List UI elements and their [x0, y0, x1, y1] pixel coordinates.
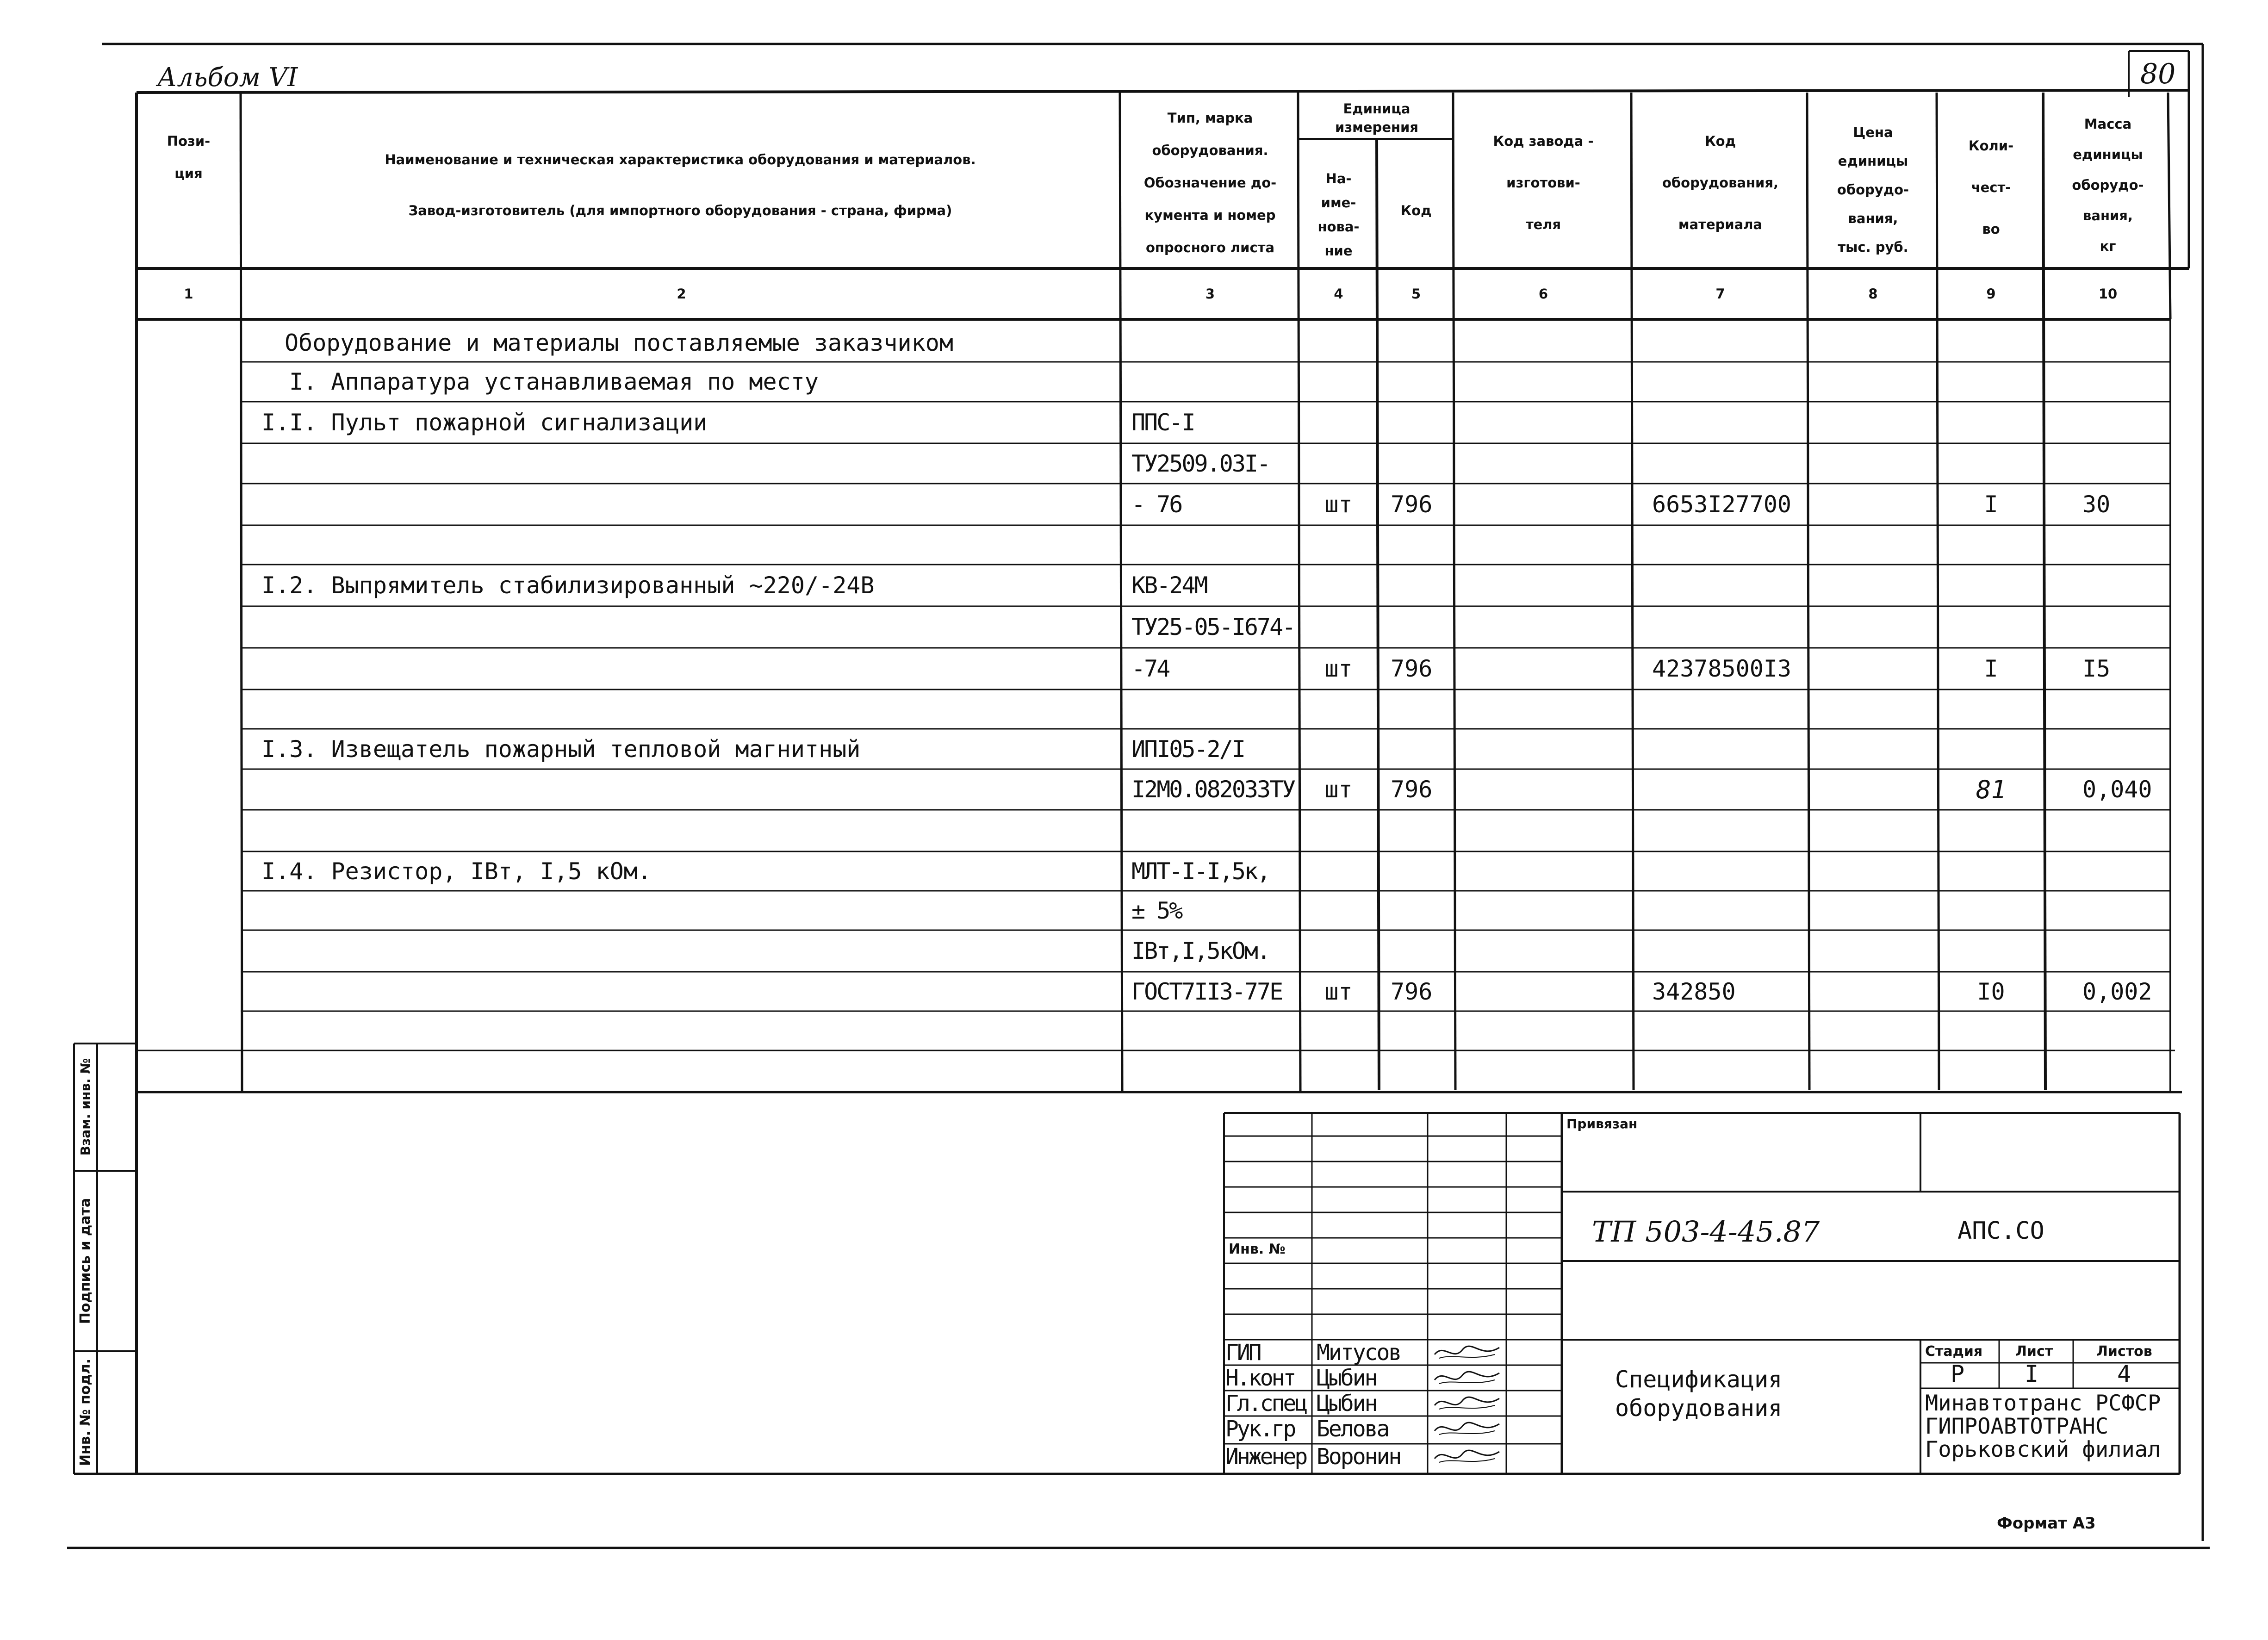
stamp-role-2: Гл.спец	[1225, 1391, 1306, 1416]
row-7-mass	[2045, 606, 2168, 648]
row-2-mass	[2045, 402, 2168, 443]
row-15-type: IВт,I,5кОм.	[1131, 938, 1270, 964]
row-17-unit	[1300, 1011, 1377, 1050]
row-13-mass	[2045, 851, 2168, 891]
row-3-type: ТУ2509.03I-	[1131, 450, 1270, 477]
row-6-equip-code	[1634, 565, 1807, 606]
row-0-type	[1122, 324, 1298, 362]
row-10-qty	[1939, 729, 2043, 769]
row-11-unit: шт	[1324, 776, 1353, 803]
row-8-equip-code: 42378500I3	[1652, 655, 1792, 682]
row-4-qty: I	[1984, 491, 1998, 518]
header-unit-code: Код	[1400, 203, 1432, 218]
stamp-organization: Минавтотранс РСФСР ГИПРОАВТОТРАНС Горьковский филиал	[1925, 1391, 2161, 1462]
colnum-2: 2	[677, 286, 686, 302]
row-15-mass	[2045, 930, 2168, 972]
row-13-name: I.4. Резистор, IВт, I,5 кОм.	[261, 857, 652, 885]
stamp-doc-code	[1592, 1215, 1820, 1249]
row-3-name	[243, 443, 1120, 484]
signature-icon	[1430, 1341, 1504, 1365]
row-15-name	[243, 930, 1120, 972]
row-9-equip-code	[1634, 690, 1807, 729]
stamp-doc-mark: АПС.СО	[1957, 1217, 2044, 1245]
stamp-role-4: Инженер	[1225, 1444, 1306, 1470]
row-10-type: ИПI05-2/I	[1131, 735, 1244, 763]
row-9-mass	[2045, 690, 2168, 729]
row-17-equip-code	[1634, 1011, 1807, 1050]
row-13-qty	[1939, 851, 2043, 891]
album-label: Альбом VI	[157, 62, 298, 93]
stamp-name-3: Белова	[1317, 1416, 1389, 1442]
stamp-role-1: Н.конт	[1225, 1365, 1295, 1391]
row-18-qty	[1939, 1050, 2043, 1092]
row-18-mass	[2045, 1050, 2168, 1092]
row-0-mass	[2045, 324, 2168, 362]
row-12-equip-code	[1634, 810, 1807, 851]
row-1-code	[1379, 362, 1453, 402]
row-7-equip-code	[1634, 606, 1807, 648]
row-7-code	[1379, 606, 1453, 648]
colnum-9: 9	[1986, 286, 1996, 302]
row-14-qty	[1939, 891, 2043, 930]
row-12-mass	[2045, 810, 2168, 851]
row-8-code: 796	[1391, 655, 1433, 682]
row-6-unit	[1300, 565, 1377, 606]
format-label: Формат А3	[1997, 1514, 2096, 1533]
row-15-code	[1379, 930, 1453, 972]
row-11-code: 796	[1391, 776, 1433, 803]
row-7-unit	[1300, 606, 1377, 648]
row-7-qty	[1939, 606, 2043, 648]
row-4-code: 796	[1391, 491, 1433, 518]
stamp-inv-no: Инв. №	[1229, 1241, 1286, 1257]
stamp-stage-label: Стадия	[1925, 1343, 1983, 1360]
stamp-role-0: ГИП	[1225, 1340, 1260, 1366]
stamp-name-0: Митусов	[1317, 1340, 1401, 1366]
stamp-sheet: I	[2025, 1360, 2039, 1387]
row-18-unit	[1300, 1050, 1377, 1092]
row-11-type: I2М0.082033ТУ	[1131, 776, 1295, 803]
row-3-mass	[2045, 443, 2168, 484]
row-13-unit	[1300, 851, 1377, 891]
row-12-qty	[1939, 810, 2043, 851]
row-13-type: МЛТ-I-I,5к,	[1131, 857, 1270, 885]
row-11-equip-code	[1634, 769, 1807, 810]
row-18-type	[1122, 1050, 1298, 1092]
colnum-5: 5	[1411, 286, 1421, 302]
stamp-role-3: Рук.гр	[1225, 1416, 1295, 1442]
row-6-type: КВ-24М	[1131, 572, 1207, 599]
row-16-name	[243, 972, 1120, 1011]
row-14-mass	[2045, 891, 2168, 930]
row-4-mass: 30	[2082, 491, 2111, 518]
row-10-code	[1379, 729, 1453, 769]
row-11-name	[243, 769, 1120, 810]
row-8-type: -74	[1131, 655, 1169, 682]
header-unit-group: Единица измерения	[1335, 101, 1418, 135]
doc-code-text: ТП 503-4-45.87	[1592, 1215, 1820, 1249]
row-2-equip-code	[1634, 402, 1807, 443]
row-1-type	[1122, 362, 1298, 402]
header-position: Пози- ция	[167, 133, 211, 181]
margin-label-original-inv: Инв. № подл.	[77, 1358, 93, 1466]
row-6-qty	[1939, 565, 2043, 606]
row-0-code	[1379, 324, 1453, 362]
row-12-type	[1122, 810, 1298, 851]
row-15-unit	[1300, 930, 1377, 972]
stamp-name-2: Цыбин	[1317, 1391, 1377, 1416]
header-mass: Масса единицы оборудо- вания, кг	[2072, 116, 2144, 254]
row-2-qty	[1939, 402, 2043, 443]
sheet-number: 80	[2140, 58, 2176, 90]
row-3-equip-code	[1634, 443, 1807, 484]
row-10-mass	[2045, 729, 2168, 769]
row-4-name	[243, 484, 1120, 525]
colnum-7: 7	[1715, 286, 1725, 302]
row-3-code	[1379, 443, 1453, 484]
row-4-equip-code: 6653I27700	[1652, 491, 1792, 518]
row-8-name	[243, 648, 1120, 690]
row-5-qty	[1939, 525, 2043, 565]
row-14-code	[1379, 891, 1453, 930]
row-11-mass: 0,040	[2082, 776, 2152, 803]
row-6-name: I.2. Выпрямитель стабилизированный ~220/-24В	[261, 572, 875, 599]
row-2-name: I.I. Пульт пожарной сигнализации	[261, 409, 708, 436]
colnum-6: 6	[1538, 286, 1548, 302]
colnum-4: 4	[1334, 286, 1343, 302]
header-quantity: Коли- чест- во	[1968, 138, 2014, 237]
row-4-unit: шт	[1324, 491, 1353, 518]
row-16-qty: I0	[1977, 978, 2005, 1005]
stamp-name-1: Цыбин	[1317, 1365, 1377, 1391]
signature-icon	[1430, 1445, 1504, 1469]
row-11-qty: 81	[1976, 775, 2007, 804]
row-0-equip-code	[1634, 324, 1807, 362]
row-8-unit: шт	[1324, 655, 1353, 682]
row-9-name	[243, 690, 1120, 729]
row-0-qty	[1939, 324, 2043, 362]
row-17-mass	[2045, 1011, 2168, 1050]
row-1-unit	[1300, 362, 1377, 402]
signature-icon	[1430, 1392, 1504, 1416]
row-16-code: 796	[1391, 978, 1433, 1005]
row-13-code	[1379, 851, 1453, 891]
row-16-unit: шт	[1324, 978, 1353, 1005]
row-10-unit	[1300, 729, 1377, 769]
row-10-name: I.3. Извещатель пожарный тепловой магнитный	[261, 735, 861, 763]
row-7-type: ТУ25-05-I674-	[1131, 614, 1295, 640]
row-12-code	[1379, 810, 1453, 851]
row-9-type	[1122, 690, 1298, 729]
header-equipment-code: Код оборудования, материала	[1662, 133, 1779, 232]
row-14-equip-code	[1634, 891, 1807, 930]
row-17-name	[243, 1011, 1120, 1050]
row-2-type: ППС-I	[1131, 409, 1194, 436]
header-type: Тип, марка оборудования. Обозначение до- кумента и номер опросного листа	[1143, 110, 1277, 255]
signature-icon	[1430, 1366, 1504, 1390]
row-2-unit	[1300, 402, 1377, 443]
stamp-sheets: 4	[2117, 1360, 2131, 1387]
colnum-8: 8	[1868, 286, 1878, 302]
row-10-equip-code	[1634, 729, 1807, 769]
row-0-name: Оборудование и материалы поставляемые заказчиком	[285, 329, 953, 356]
row-14-type: ± 5%	[1131, 897, 1182, 924]
row-14-name	[243, 891, 1120, 930]
signature-icon	[1430, 1417, 1504, 1441]
row-17-code	[1379, 1011, 1453, 1050]
colnum-10: 10	[2098, 286, 2118, 302]
margin-label-replaced-inv: Взам. инв. №	[78, 1058, 93, 1156]
row-5-unit	[1300, 525, 1377, 565]
row-4-type: - 76	[1131, 491, 1182, 518]
stamp-title: Спецификация оборудования	[1615, 1366, 1783, 1422]
row-0-unit	[1300, 324, 1377, 362]
row-12-name	[243, 810, 1120, 851]
row-7-name	[243, 606, 1120, 648]
row-8-mass: I5	[2082, 655, 2111, 682]
row-9-qty	[1939, 690, 2043, 729]
row-1-name: I. Аппаратура устанавливаемая по месту	[289, 368, 819, 395]
stamp-stage: Р	[1951, 1360, 1965, 1387]
row-9-code	[1379, 690, 1453, 729]
header-price: Цена единицы оборудо- вания, тыс. руб.	[1837, 124, 1909, 255]
row-6-code	[1379, 565, 1453, 606]
row-14-unit	[1300, 891, 1377, 930]
row-18-equip-code	[1634, 1050, 1807, 1092]
row-2-code	[1379, 402, 1453, 443]
row-1-equip-code	[1634, 362, 1807, 402]
row-16-equip-code: 342850	[1652, 978, 1736, 1005]
row-5-equip-code	[1634, 525, 1807, 565]
header-unit-name: На- име- нова- ние	[1317, 171, 1360, 259]
row-6-mass	[2045, 565, 2168, 606]
stamp-sheet-label: Лист	[2015, 1343, 2053, 1360]
row-5-mass	[2045, 525, 2168, 565]
row-5-code	[1379, 525, 1453, 565]
header-name: Наименование и техническая характеристика оборудования и материалов. Завод-изготовитель (для импортного оборудования - страна, фирма)	[385, 152, 976, 218]
row-5-type	[1122, 525, 1298, 565]
row-17-qty	[1939, 1011, 2043, 1050]
row-8-qty: I	[1984, 655, 1998, 682]
row-15-qty	[1939, 930, 2043, 972]
row-1-mass	[2045, 362, 2168, 402]
row-1-qty	[1939, 362, 2043, 402]
row-12-unit	[1300, 810, 1377, 851]
stamp-sheets-label: Листов	[2096, 1343, 2152, 1360]
row-16-mass: 0,002	[2082, 978, 2152, 1005]
header-factory-code: Код завода - изготови- теля	[1493, 133, 1594, 232]
row-15-equip-code	[1634, 930, 1807, 972]
row-18-code	[1379, 1050, 1453, 1092]
stamp-name-4: Воронин	[1317, 1444, 1401, 1470]
row-3-qty	[1939, 443, 2043, 484]
row-3-unit	[1300, 443, 1377, 484]
row-13-equip-code	[1634, 851, 1807, 891]
row-17-type	[1122, 1011, 1298, 1050]
row-16-type: ГОСТ7II3-77Е	[1131, 978, 1282, 1005]
colnum-1: 1	[184, 286, 193, 302]
stamp-privyazan: Привязан	[1566, 1116, 1638, 1131]
margin-label-signature-date: Подпись и дата	[77, 1198, 93, 1324]
colnum-3: 3	[1205, 286, 1215, 302]
row-5-name	[243, 525, 1120, 565]
row-18-name	[243, 1050, 1120, 1092]
row-9-unit	[1300, 690, 1377, 729]
